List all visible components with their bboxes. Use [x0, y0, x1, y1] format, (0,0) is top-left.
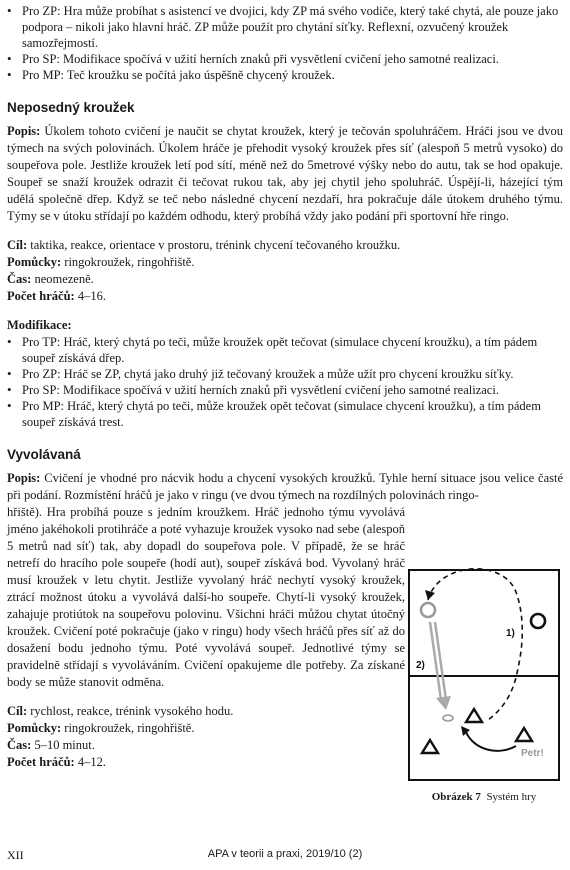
list-item: • Pro MP: Teč kroužku se počítá jako úspěšně chycený kroužek. — [7, 67, 563, 83]
pomucky-text: ringokroužek, ringohřiště. — [64, 255, 195, 269]
figure-caption — [408, 790, 560, 804]
player-triangle-icon — [422, 740, 438, 753]
label-petr: Petr! — [521, 748, 544, 759]
pocet-text: 4–16. — [77, 289, 106, 303]
section2-description-wide — [7, 470, 563, 504]
player-circle-icon — [531, 614, 545, 628]
pocet-label: Počet hráčů: — [7, 755, 75, 769]
court-diagram — [408, 560, 560, 782]
section-title-vyvolavana: Vyvolávaná — [7, 447, 81, 462]
popis-label: Popis: — [7, 124, 41, 138]
popis-label: Popis: — [7, 471, 41, 485]
modifikace-title: Modifikace: — [7, 318, 72, 332]
trajectory-arrowhead — [425, 590, 435, 600]
figure-game-system — [408, 560, 560, 804]
list-item: • Pro ZP: Hra může probíhat s asistencí ve dvojici, kdy ZP má svého vodiče, který také chytá, ale pouze jako podpora – nikoli jako hlavní hráč. ZP může použít pro chytání síťky. Reflexní, ozvučený kroužek samozřejmostí. — [7, 3, 563, 51]
player-triangle-icon — [516, 728, 532, 741]
list-item: • Pro MP: Hráč, který chytá po teči, může kroužek opět tečovat (simulace chycení kroužku), a tím pádem soupeř získává trest. — [7, 398, 563, 430]
list-item: • Pro TP: Hráč, který chytá po teči, může kroužek opět tečovat (simulace chycení kroužku), a tím pádem soupeř získává dřep. — [7, 334, 563, 366]
caption-text: Systém hry — [486, 791, 537, 803]
pomucky-label: Pomůcky: — [7, 721, 62, 735]
modifikace-list — [7, 334, 563, 430]
popis-text: Úkolem tohoto cvičení je naučit se chytat kroužek, který je tečován spoluhráčem. Hráči jsou ve dvou týmech na svých polovinách. Úkolem hráče je přehodit vysoký kroužek přes síť (alespoň 5 metrů vysoko) do soupeřova pole. Jestliže kroužek letí pod sítí, méně než do 5metrové výšky nebo do autu, tak se hod opakuje. Soupeř se snaží kroužek odrazit či tečovat rukou tak, aby jej chytil jeho spoluhráč. Úspějí-li, házející tým udělá společně dřep. Když se teč nebo následné chycení nezdaří, hra pokračuje dále útokem druhého týmu. Týmy se v útoku střídají po každém odhodu, který probíhá vždy jako podání při sportovní hře ringo. — [7, 124, 563, 223]
list-item: • Pro SP: Modifikace spočívá v užití herních znaků při vysvětlení cvičení jeho samotné realizaci. — [7, 382, 563, 398]
list-item: • Pro ZP: Hráč se ZP, chytá jako druhý již tečovaný kroužek a může užít pro chycení kroužku síťky. — [7, 366, 563, 382]
pass-arrowhead — [436, 696, 451, 710]
cil-label: Cíl: — [7, 704, 28, 718]
label-2: 2) — [416, 660, 425, 671]
page-number: XII — [7, 848, 24, 862]
cas-text: neomezeně. — [34, 272, 94, 286]
ring-small-icon — [443, 715, 453, 721]
journal-name: APA v teorii a praxi, 2019/10 (2) — [207, 848, 363, 860]
cil-label: Cíl: — [7, 238, 28, 252]
section1-description — [7, 123, 563, 225]
cil-text: taktika, reakce, orientace v prostoru, trénink chycení tečovaného kroužku. — [30, 238, 401, 252]
top-bullet-list — [7, 3, 563, 83]
section2-description-narrow: hřiště). Hra probíhá pouze s jedním kroužkem. Hráč jednoho týmu vyvolává jméno jakéhokoli protihráče a poté vyhazuje kroužek vysoko nad sebe (alespoň 5 metrů nad síť) tak, aby dopadl do soupeřova pole. V případě, že se hráč netrefí do hracího pole soupeře (hodí aut), soupeř získává bod. Vyvolaný hráč musí kroužek v letu chytit. Jestliže vyvolaný hráč nechytí vysoký kroužek, ztrácí možnost útoku a vyvolává další-ho soupeře. Chytí-li vysoký kroužek, zahajuje protiútok na soupeřovu polovinu. Všichni hráči můžou chytat útočný kroužek. Cvičení poté pokračuje (jako v ringu) hody všech hráčů přes síť až do dosažení bodu jednoho týmu. Poté vyvolává soupeř. Jednotlivé týmy se pravidelně střídají s vyvoláváním. Cvičení opakujeme dle potřeby. Za získané body se může stanovit odměna. — [7, 505, 405, 689]
caption-number: Obrázek 7 — [431, 791, 481, 803]
pomucky-text: ringokroužek, ringohřiště. — [64, 721, 195, 735]
call-arrowhead — [461, 726, 470, 736]
pocet-text: 4–12. — [77, 755, 106, 769]
cas-text: 5–10 minut. — [34, 738, 95, 752]
ring-position-icon — [421, 603, 435, 617]
pocet-field — [7, 288, 563, 305]
list-item: • Pro SP: Modifikace spočívá v užití herních znaků při vysvětlení cvičení jeho samotné realizaci. — [7, 51, 563, 67]
popis-text: Cvičení je vhodné pro nácvik hodu a chycení vysokých kroužků. Tyhle herní situace jsou velice časté při podání. Rozmístění hráčů je jako v ringu (ve dvou týmech na rozdílných polovinách ringo- — [7, 471, 563, 502]
section-title-neposedny: Neposedný kroužek — [7, 100, 135, 115]
page-footer — [7, 848, 563, 864]
player-triangle-icon — [466, 709, 482, 722]
pomucky-field — [7, 254, 563, 271]
call-arrow — [466, 732, 516, 751]
cil-text: rychlost, reakce, trénink vysokého hodu. — [30, 704, 234, 718]
pocet-label: Počet hráčů: — [7, 289, 75, 303]
pomucky-label: Pomůcky: — [7, 255, 62, 269]
label-1: 1) — [506, 628, 515, 639]
cas-field — [7, 271, 563, 288]
cil-field — [7, 237, 563, 254]
cas-label: Čas: — [7, 738, 32, 752]
cas-label: Čas: — [7, 272, 32, 286]
